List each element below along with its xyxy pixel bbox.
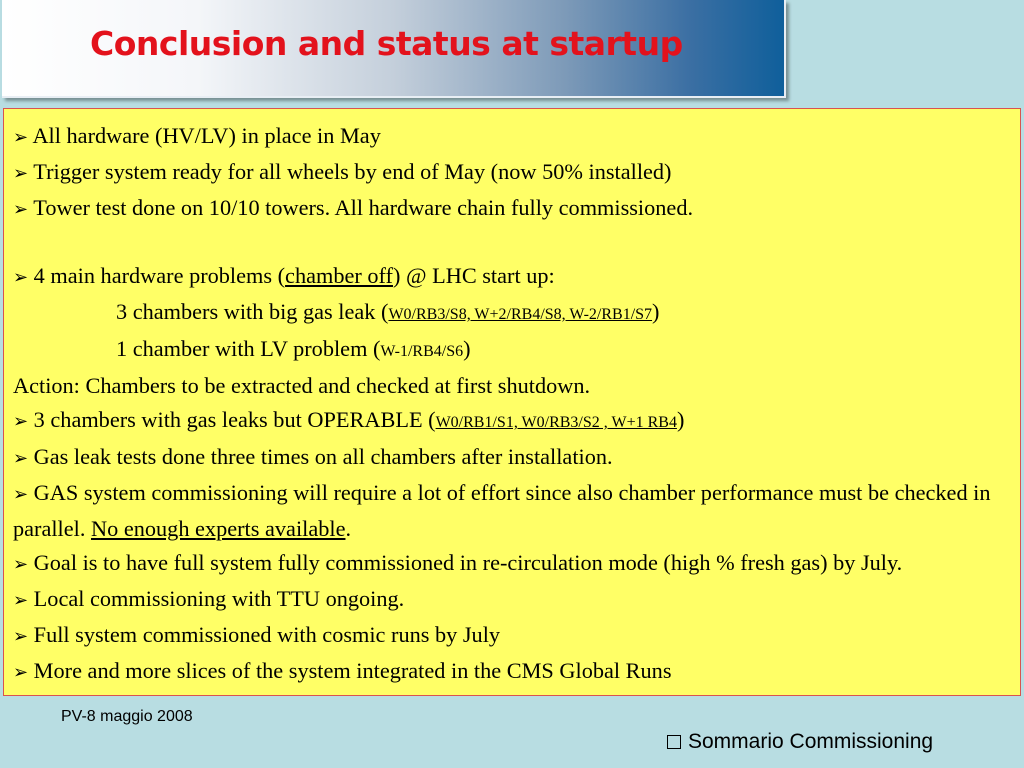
sub-item: 1 chamber with LV problem (W-1/RB4/S6) — [116, 336, 471, 361]
bullet-item: ➢ Local commissioning with TTU ongoing. — [13, 586, 405, 611]
bullet-item: ➢ Goal is to have full system fully commissioned in re-circulation mode (high % fresh gas) by July. — [13, 550, 903, 575]
action-line: Action: Chambers to be extracted and checked at first shutdown. — [13, 373, 591, 398]
chamber-codes: W-1/RB4/S6 — [380, 343, 464, 360]
bullet-item: ➢ GAS system commissioning will require a lot of effort since also chamber performance must be checked in parallel. No enough experts available. — [13, 480, 991, 541]
bullet-item: ➢ 3 chambers with gas leaks but OPERABLE (W0/RB1/S1, W0/RB3/S2 , W+1 RB4) — [13, 407, 685, 432]
arrow-bullet-icon: ➢ — [13, 448, 29, 469]
chamber-off-link[interactable]: chamber off — [285, 263, 393, 288]
slide-title: Conclusion and status at startup — [90, 24, 683, 63]
arrow-bullet-icon: ➢ — [13, 554, 29, 575]
bullet-item: ➢ All hardware (HV/LV) in place in May — [13, 123, 381, 148]
bullet-item: ➢ Trigger system ready for all wheels by end of May (now 50% installed) — [13, 159, 672, 184]
bullet-item: ➢ Gas leak tests done three times on all chambers after installation. — [13, 444, 613, 469]
arrow-bullet-icon: ➢ — [13, 411, 29, 432]
spacer — [13, 227, 1020, 259]
sub-item: 3 chambers with big gas leak (W0/RB3/S8, W+2/RB4/S8, W-2/RB1/S7) — [116, 299, 660, 324]
arrow-bullet-icon: ➢ — [13, 267, 29, 288]
footer-date: PV-8 maggio 2008 — [61, 708, 193, 725]
bullet-item: ➢ 4 main hardware problems (chamber off) @ LHC start up: — [13, 263, 555, 288]
no-experts-link[interactable]: No enough experts available — [91, 516, 346, 541]
bullet-item: ➢ More and more slices of the system integrated in the CMS Global Runs — [13, 658, 672, 683]
chamber-codes: W0/RB3/S8, W+2/RB4/S8, W-2/RB1/S7 — [388, 306, 653, 323]
arrow-bullet-icon: ➢ — [13, 199, 29, 220]
chamber-codes: W0/RB1/S1, W0/RB3/S2 , W+1 RB4 — [435, 414, 677, 431]
arrow-bullet-icon: ➢ — [13, 484, 29, 505]
arrow-bullet-icon: ➢ — [13, 127, 29, 148]
content-box — [3, 108, 1021, 696]
arrow-bullet-icon: ➢ — [13, 626, 29, 647]
title-banner — [2, 0, 786, 98]
arrow-bullet-icon: ➢ — [13, 590, 29, 611]
arrow-bullet-icon: ➢ — [13, 163, 29, 184]
bullet-item: ➢ Tower test done on 10/10 towers. All hardware chain fully commissioned. — [13, 195, 694, 220]
bullet-item: ➢ Full system commissioned with cosmic runs by July — [13, 622, 501, 647]
arrow-bullet-icon: ➢ — [13, 662, 29, 683]
sommario-link[interactable]: Sommario Commissioning — [667, 730, 933, 754]
checkbox-square-icon — [667, 735, 681, 749]
